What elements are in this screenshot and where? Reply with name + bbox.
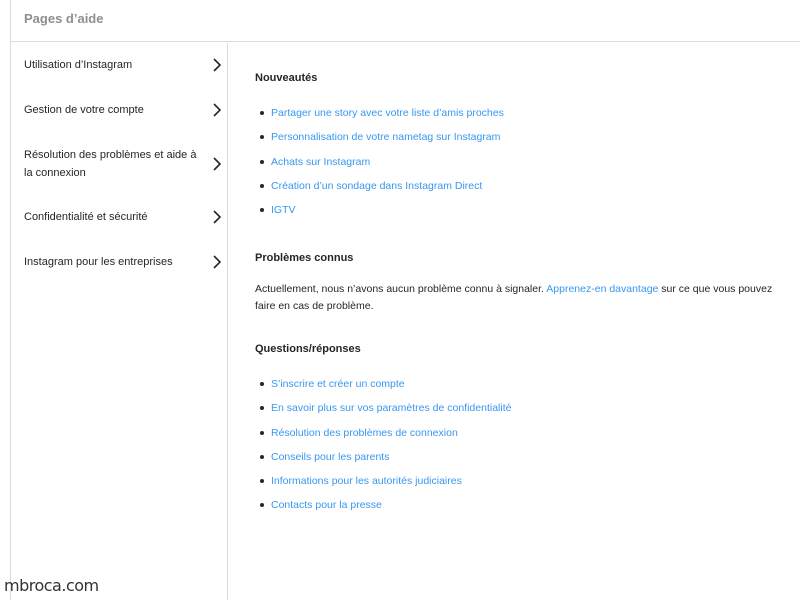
news-link-text: Personnalisation de votre nametag sur Instagram <box>271 131 501 144</box>
learn-more-link[interactable]: Apprenez-en davantage <box>546 283 659 295</box>
page-title: Pages d’aide <box>24 11 104 26</box>
news-link[interactable] <box>271 179 504 203</box>
faq-link-text: Résolution des problèmes de connexion <box>271 426 458 439</box>
sidebar-item-label: Résolution des problèmes et aide à la connexion <box>24 149 197 179</box>
faq-link[interactable] <box>271 401 511 425</box>
faq-link[interactable] <box>271 426 511 450</box>
bullet <box>260 160 264 164</box>
faq-link-text: Contacts pour la presse <box>271 499 382 512</box>
news-link[interactable] <box>271 106 504 130</box>
bullet <box>260 382 264 386</box>
sidebar-item-privacy-security[interactable] <box>24 208 222 226</box>
faq-link-text: Informations pour les autorités judiciaires <box>271 475 462 488</box>
news-section-title: Nouveautés <box>255 72 318 84</box>
news-link-text: Achats sur Instagram <box>271 155 371 168</box>
faq-link-text: S’inscrire et créer un compte <box>271 378 405 390</box>
sidebar-item-label: Instagram pour les entreprises <box>24 256 173 268</box>
news-link-list <box>271 106 504 227</box>
faq-link-text: En savoir plus sur vos paramètres de confidentialité <box>271 402 512 415</box>
bullet <box>260 479 264 483</box>
bullet <box>260 406 264 410</box>
bullet <box>260 111 264 115</box>
faq-link-text: Conseils pour les parents <box>271 450 390 463</box>
bullet <box>260 431 264 435</box>
known-issues-text <box>255 281 795 315</box>
faq-section-title: Questions/réponses <box>255 343 361 355</box>
faq-link[interactable] <box>271 498 511 522</box>
sidebar-item-troubleshooting-login[interactable] <box>24 146 222 182</box>
news-link[interactable] <box>271 130 504 154</box>
known-issues-title: Problèmes connus <box>255 252 354 264</box>
bullet <box>260 455 264 459</box>
sidebar-item-using-instagram[interactable] <box>24 56 222 74</box>
sidebar <box>11 43 228 600</box>
faq-link[interactable] <box>271 377 511 401</box>
news-link-text: Partager une story avec votre liste d’amis proches <box>271 107 504 119</box>
news-link[interactable] <box>271 203 504 227</box>
chevron-right-icon <box>212 255 222 269</box>
sidebar-item-account-management[interactable] <box>24 101 222 119</box>
faq-link[interactable] <box>271 474 511 498</box>
news-link-text: Création d’un sondage dans Instagram Direct <box>271 179 483 192</box>
faq-link-list <box>271 377 511 523</box>
known-issues-text-end: sur ce que vous pouvez faire en cas de problème. <box>255 283 773 312</box>
sidebar-item-label: Gestion de votre compte <box>24 104 144 116</box>
chevron-right-icon <box>212 157 222 171</box>
main-content <box>255 0 795 600</box>
chevron-right-icon <box>212 210 222 224</box>
faq-link[interactable] <box>271 450 511 474</box>
chevron-right-icon <box>212 58 222 72</box>
chevron-right-icon <box>212 103 222 117</box>
bullet <box>260 135 264 139</box>
sidebar-item-label: Confidentialité et sécurité <box>24 211 148 223</box>
sidebar-item-instagram-business[interactable] <box>24 253 222 271</box>
sidebar-item-label: Utilisation d’Instagram <box>24 59 133 71</box>
news-link-text: IGTV <box>271 204 296 217</box>
bullet <box>260 184 264 188</box>
bullet <box>260 503 264 507</box>
news-link[interactable] <box>271 155 504 179</box>
bullet <box>260 208 264 212</box>
known-issues-text-start: Actuellement, nous n’avons aucun problème connu à signaler. <box>255 283 547 295</box>
watermark: mbroca.com <box>4 576 99 595</box>
